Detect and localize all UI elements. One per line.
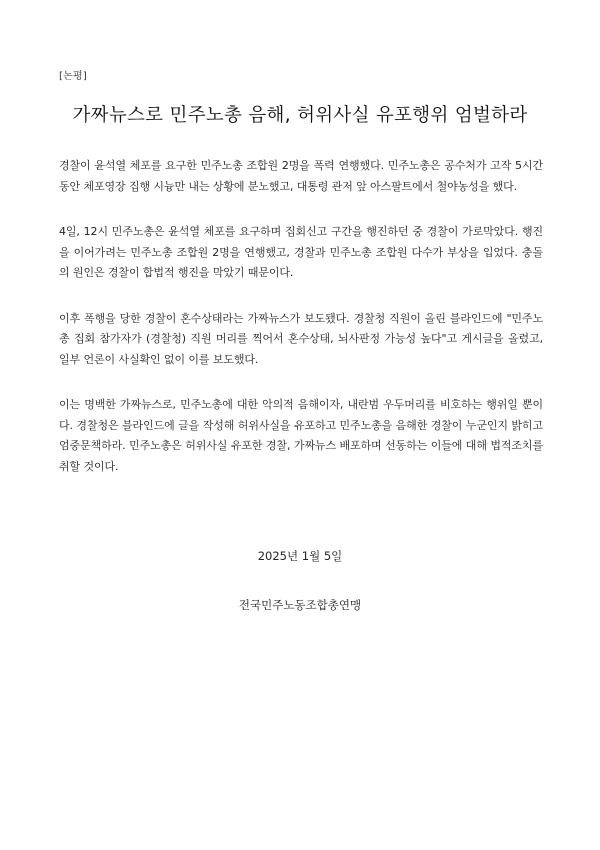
paragraph-2: 4일, 12시 민주노총은 윤석열 체포를 요구하며 집회신고 구간을 행진하던 중 경찰이 가로막았다. 행진을 이어가려는 민주노총 조합원 2명을 연행했고, 경찰과 민주노총 조합원 다수가 부상을 입었다. 충돌의 원인은 경찰이 합법적 행진을 막았기 때문이다. [59, 225, 543, 279]
issuing-organization: 전국민주노동조합총연맹 [238, 598, 362, 612]
paragraph-1: 경찰이 윤석열 체포를 요구한 민주노총 조합원 2명을 폭력 연행했다. 민주노총은 공수처가 고작 5시간 동안 체포영장 집행 시늉만 내는 상황에 분노했고, 대통령 관저 앞 아스팔트에서 철야농성을 했다. [59, 159, 543, 193]
document-body [59, 156, 543, 502]
paragraph-4: 이는 명백한 가짜뉴스로, 민주노총에 대한 악의적 음해이자, 내란범 우두머리를 비호하는 행위일 뿐이다. 경찰청은 블라인드에 글을 작성해 허위사실을 유포하고 민주노총을 음해한 경찰이 누군인지 밝히고 엄중문책하라. 민주노총은 허위사실 유포한 경찰, 가짜뉴스 배포하며 선동하는 이들에 대해 법적조치를 취할 것이다. [59, 398, 543, 473]
document-date: 2025년 1월 5일 [257, 549, 343, 563]
document-tag: [논평] [59, 71, 87, 82]
paragraph-3: 이후 폭행을 당한 경찰이 혼수상태라는 가짜뉴스가 보도됐다. 경찰청 직원이 올린 블라인드에 "민주노총 집회 참가자가 (경찰청) 직원 머리를 찍어서 혼수상태, 뇌사판정 가능성 높다"고 게시글을 올렸고, 일부 언론이 사실확인 없이 이를 보도했다. [59, 311, 543, 366]
document-title: 가짜뉴스로 민주노총 음해, 허위사실 유포행위 엄벌하라 [72, 105, 528, 126]
